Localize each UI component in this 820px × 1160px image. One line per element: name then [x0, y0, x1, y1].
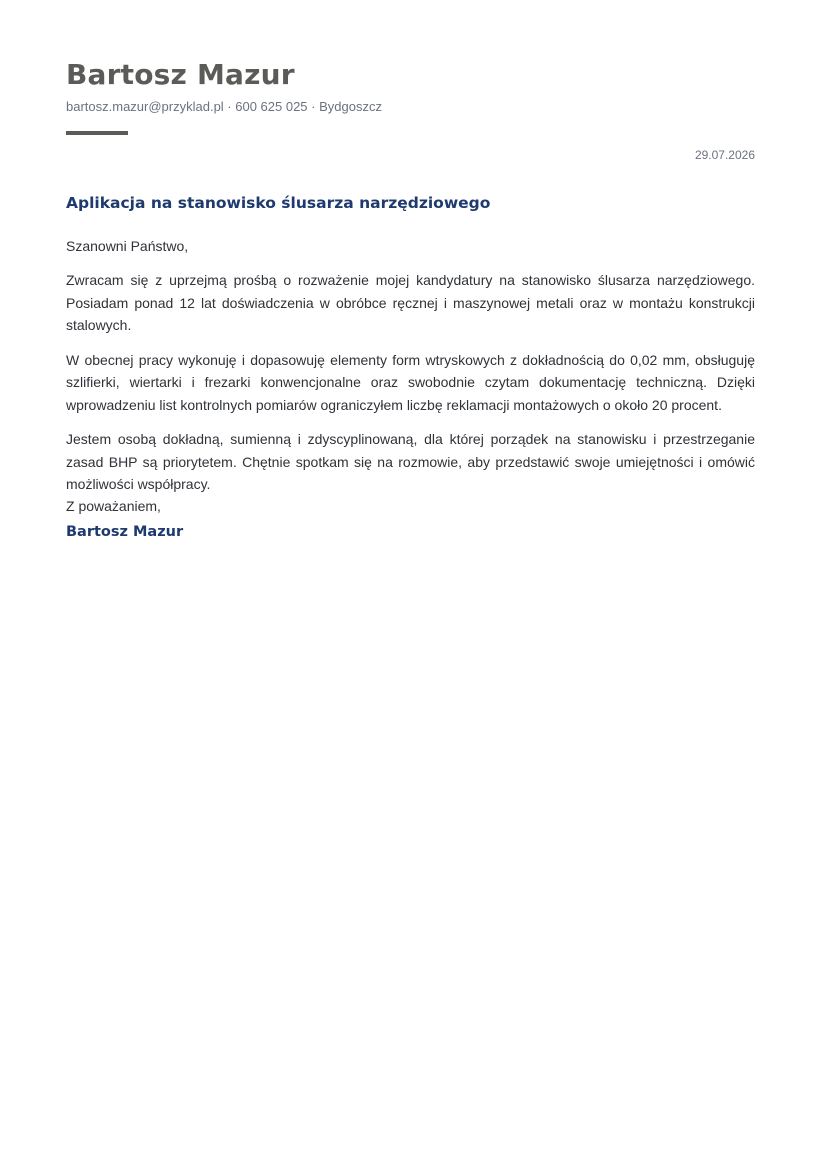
body-paragraph: Zwracam się z uprzejmą prośbą o rozważenie mojej kandydatury na stanowisko ślusarza narzędziowego. Posiadam ponad 12 lat doświadczenia w obróbce ręcznej i maszynowej metali oraz w montażu konstrukcji stalowych. — [66, 272, 755, 333]
letter-date: 29.07.2026 — [694, 148, 755, 162]
letter-body — [66, 269, 755, 508]
body-paragraph: W obecnej pracy wykonuję i dopasowuję elementy form wtryskowych z dokładnością do 0,02 mm, obsługuję szlifierki, wiertarki i frezarki konwencjonalne oraz swobodnie czytam dokumentację techniczną. Dzięki wprowadzeniu list kontrolnych pomiarów ograniczyłem liczbę reklamacji montażowych o około 20 procent. — [66, 351, 755, 413]
closing-phrase: Z poważaniem, — [66, 498, 161, 514]
letter-subject: Aplikacja na stanowisko ślusarza narzędziowego — [66, 194, 491, 212]
greeting: Szanowni Państwo, — [66, 238, 189, 254]
body-paragraph: Jestem osobą dokładną, sumienną i zdyscyplinowaną, dla której porządek na stanowisku i przestrzeganie zasad BHP są priorytetem. Chętnie spotkam się na rozmowie, aby przedstawić swoje umiejętności i omówić możliwości współpracy. — [66, 431, 755, 492]
contact-info: bartosz.mazur@przyklad.pl · 600 625 025 · Bydgoszcz — [66, 99, 382, 114]
header-divider — [66, 131, 128, 135]
applicant-name: Bartosz Mazur — [66, 58, 295, 91]
signature-name: Bartosz Mazur — [66, 524, 184, 540]
